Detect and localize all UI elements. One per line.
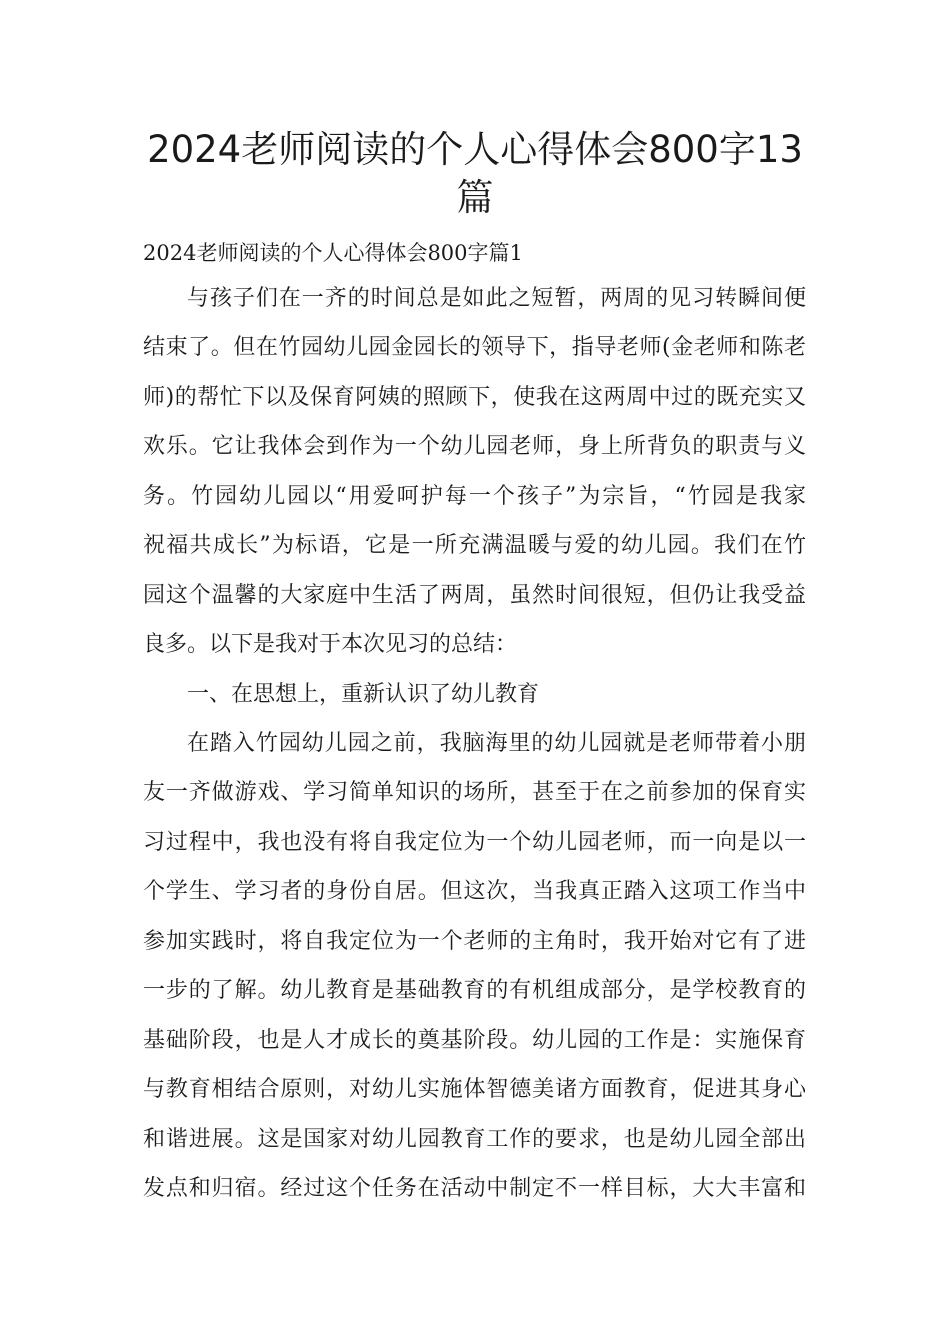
- body-line: 园这个温馨的大家庭中生活了两周，虽然时间很短，但仍让我受益: [143, 583, 806, 608]
- section-heading: 2024老师阅读的个人心得体会800字篇1: [143, 241, 523, 265]
- body-line: 师)的帮忙下以及保育阿姨的照顾下，使我在这两周中过的既充实又: [143, 385, 806, 410]
- section-subheading: 一、在思想上，重新认识了幼儿教育: [187, 682, 540, 707]
- body-line: 基础阶段，也是人才成长的奠基阶段。幼儿园的工作是：实施保育: [143, 1028, 806, 1053]
- body-line: 发点和归宿。经过这个任务在活动中制定不一样目标，大大丰富和: [143, 1176, 806, 1201]
- body-line: 在踏入竹园幼儿园之前，我脑海里的幼儿园就是老师带着小朋: [187, 731, 806, 756]
- body-line: 习过程中，我也没有将自我定位为一个幼儿园老师，而一向是以一: [143, 830, 806, 855]
- body-line: 与教育相结合原则，对幼儿实施体智德美诸方面教育，促进其身心: [143, 1077, 806, 1102]
- body-line: 结束了。但在竹园幼儿园金园长的领导下，指导老师(金老师和陈老: [143, 335, 806, 360]
- title-line-2: 篇: [456, 176, 494, 219]
- body-line: 祝福共成长”为标语，它是一所充满温暖与爱的幼儿园。我们在竹: [143, 533, 806, 558]
- body-line: 参加实践时，将自我定位为一个老师的主角时，我开始对它有了进: [143, 929, 806, 954]
- body-line: 欢乐。它让我体会到作为一个幼儿园老师，身上所背负的职责与义: [143, 434, 806, 459]
- document-title: [100, 126, 850, 222]
- body-line: 务。竹园幼儿园以“用爱呵护每一个孩子”为宗旨，“竹园是我家: [143, 484, 806, 509]
- body-line: 和谐进展。这是国家对幼儿园教育工作的要求，也是幼儿园全部出: [143, 1127, 806, 1152]
- body-line: 良多。以下是我对于本次见习的总结：: [143, 632, 518, 657]
- body-line: 与孩子们在一齐的时间总是如此之短暂，两周的见习转瞬间便: [187, 286, 806, 311]
- title-line-1: 2024老师阅读的个人心得体会800字13: [147, 128, 803, 171]
- body-line: 友一齐做游戏、学习简单知识的场所，甚至于在之前参加的保育实: [143, 780, 806, 805]
- body-line: 一步的了解。幼儿教育是基础教育的有机组成部分，是学校教育的: [143, 978, 806, 1003]
- body-line: 个学生、学习者的身份自居。但这次，当我真正踏入这项工作当中: [143, 879, 806, 904]
